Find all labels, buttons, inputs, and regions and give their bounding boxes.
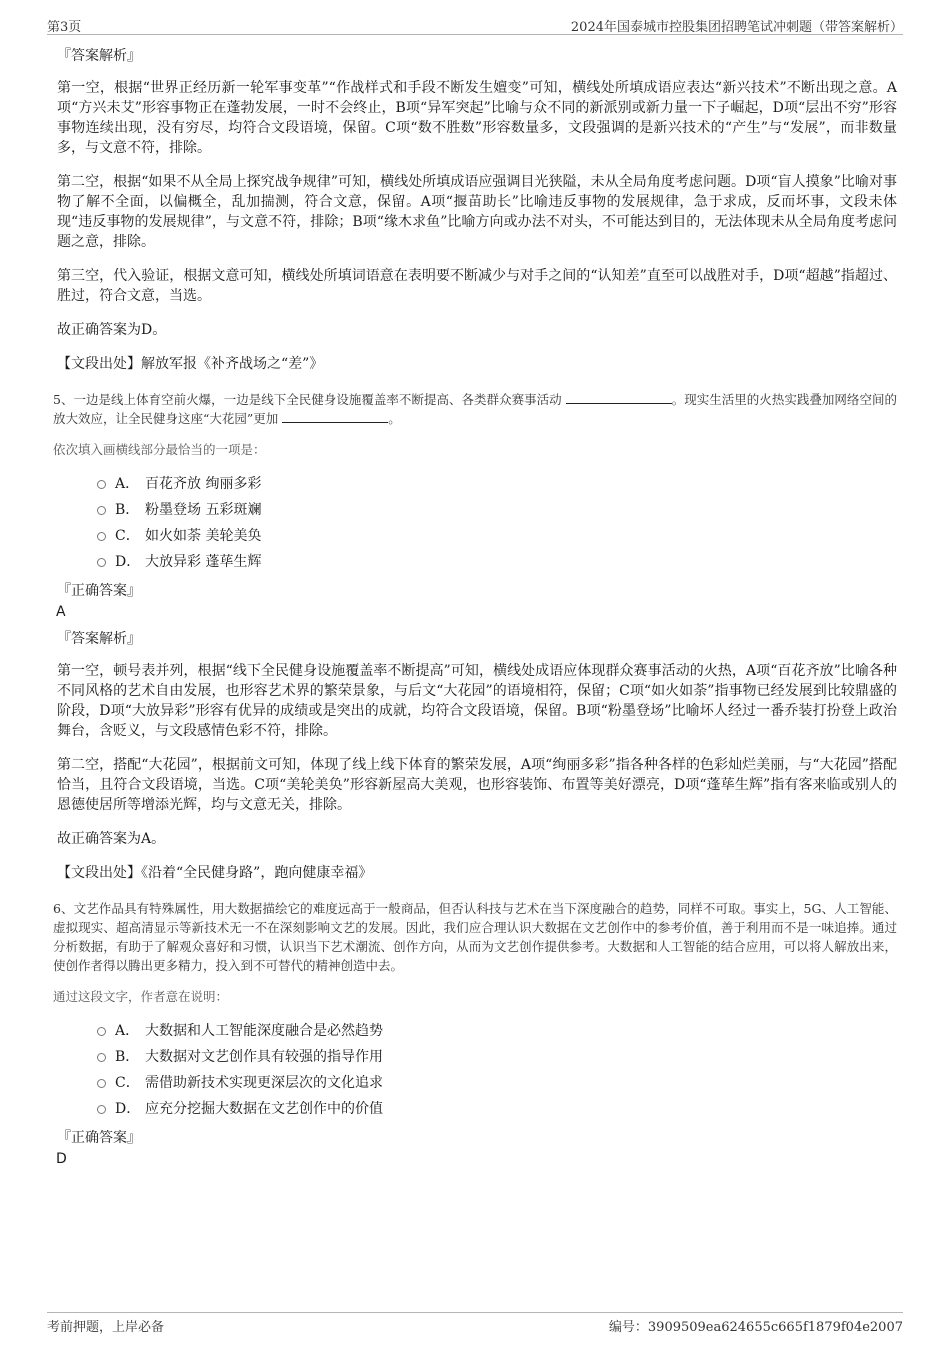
question-6-text: 6、文艺作品具有特殊属性，用大数据描绘它的难度远高于一般商品，但否认科技与艺术在当下深度融合的趋势，同样不可取。事实上，5G、人工智能、虚拟现实、超高清显示等新技术无一不在深刻影响文艺的发展。因此，我们应合理认识大数据在文艺创作中的参考价值，善于利用而不是一味追捧。通过分析数据，有助于了解观众喜好和习惯，认识当下艺术潮流、创作方向，从而为文艺创作提供参考。大数据和人工智能的结合应用，可以将人解放出来，使创作者得以腾出更多精力，投入到不可替代的精神创造中去。 [53,901,897,973]
question-5-options [97,471,897,575]
analysis-paragraph: 第三空，代入验证，根据文意可知，横线处所填词语意在表明要不断减少与对手之间的“认知差”直至可以战胜对手，D项“超越”指超过、胜过，符合文意，当选。 [57,268,897,304]
page-content [53,44,897,1176]
question-6-prompt: 通过这段文字，作者意在说明： [53,989,229,1004]
analysis-label: 『答案解析』 [57,48,141,64]
page-header [47,14,903,35]
option-b[interactable]: B． 大数据对文艺创作具有较强的指导作用 [97,1044,897,1070]
option-a[interactable]: A． 大数据和人工智能深度融合是必然趋势 [97,1018,897,1044]
radio-icon[interactable] [97,1027,106,1036]
radio-icon[interactable] [97,1079,106,1088]
option-d[interactable]: D． 应充分挖掘大数据在文艺创作中的价值 [97,1096,897,1122]
analysis-paragraph: 第一空，顿号表并列，根据“线下全民健身设施覆盖率不断提高”可知，横线处成语应体现群众赛事活动的火热，A项“百花齐放”比喻各种不同风格的艺术自由发展，也形容艺术界的繁荣景象，与后文“大花园”的语境相符，保留；C项“如火如荼”指事物已经发展到比较鼎盛的阶段，D项“大放异彩”形容有优异的成绩或是突出的成就，均符合文段语境，保留。B项“粉墨登场”比喻坏人经过一番乔装打扮登上政治舞台，含贬义，与文段感情色彩不符，排除。 [57,663,897,739]
correct-answer-label: 『正确答案』 [57,583,141,599]
option-c[interactable]: C． 需借助新技术实现更深层次的文化追求 [97,1070,897,1096]
option-a[interactable]: A． 百花齐放 绚丽多彩 [97,471,897,497]
document-code: 编号：3909509ea624655c665f1879f04e2007 [608,1320,903,1335]
analysis-conclusion: 故正确答案为D。 [57,322,167,338]
radio-icon[interactable] [97,1105,106,1114]
document-title: 2024年国泰城市控股集团招聘笔试冲刺题（带答案解析） [570,20,903,35]
footer-slogan: 考前押题，上岸必备 [47,1320,165,1335]
radio-icon[interactable] [97,480,106,489]
question-5-prompt: 依次填入画横线部分最恰当的一项是： [53,442,266,457]
analysis-paragraph: 第二空，搭配“大花园”，根据前文可知，体现了线上线下体育的繁荣发展，A项“绚丽多彩”指各种各样的色彩灿烂美丽，与“大花园”搭配恰当，且符合文段语境，当选。C项“美轮美奂”形容新屋高大美观，也形容装饰、布置等美好漂亮，D项“蓬荜生辉”指有客来临或别人的恩德使居所等增添光辉，均与文意无关，排除。 [57,757,897,813]
answer-blank [282,410,388,423]
option-c[interactable]: C． 如火如荼 美轮美奂 [97,523,897,549]
analysis-paragraph: 第二空，根据“如果不从全局上探究战争规律”可知，横线处所填成语应强调目光狭隘，未从全局角度考虑问题。D项“盲人摸象”比喻对事物了解不全面，以偏概全，乱加揣测，符合文意，保留。A项“揠苗助长”比喻违反事物的发展规律，急于求成，反而坏事，文段未体现“违反事物的发展规律”，与文意不符，排除；B项“缘木求鱼”比喻方向或办法不对头，不可能达到目的，无法体现未从全局角度考虑问题之意，排除。 [57,174,897,250]
source-citation: 【文段出处】解放军报《补齐战场之“差”》 [57,356,324,372]
radio-icon[interactable] [97,506,106,515]
question-6-options [97,1018,897,1122]
radio-icon[interactable] [97,532,106,541]
analysis-label: 『答案解析』 [57,631,141,647]
page-footer [47,1312,903,1335]
radio-icon[interactable] [97,1053,106,1062]
analysis-paragraph: 第一空，根据“世界正经历新一轮军事变革”“作战样式和手段不断发生嬗变”可知，横线处所填成语应表达“新兴技术”不断出现之意。A项“方兴未艾”形容事物正在蓬勃发展，一时不会终止，B项“异军突起”比喻与众不同的新派别或新力量一下子崛起，D项“层出不穷”形容事物连续出现，没有穷尽，均符合文段语境，保留。C项“数不胜数”形容数量多，文段强调的是新兴技术的“产生”与“发展”，而非数量多，与文意不符，排除。 [57,80,897,156]
correct-answer-value: A [56,604,66,620]
page-number: 第3页 [47,20,82,35]
radio-icon[interactable] [97,558,106,567]
source-citation: 【文段出处】《沿着“全民健身路”，跑向健康幸福》 [57,865,373,881]
analysis-conclusion: 故正确答案为A。 [57,831,166,847]
correct-answer-value: D [56,1151,67,1167]
option-b[interactable]: B． 粉墨登场 五彩斑斓 [97,497,897,523]
correct-answer-label: 『正确答案』 [57,1130,141,1146]
question-5-text: 5、一边是线上体育空前火爆，一边是线下全民健身设施覆盖率不断提高、各类群众赛事活动 。现实生活里的火热实践叠加网络空间的放大效应，让全民健身这座“大花园”更加 。 [53,392,897,426]
option-d[interactable]: D． 大放异彩 蓬荜生辉 [97,549,897,575]
answer-blank [566,391,672,404]
